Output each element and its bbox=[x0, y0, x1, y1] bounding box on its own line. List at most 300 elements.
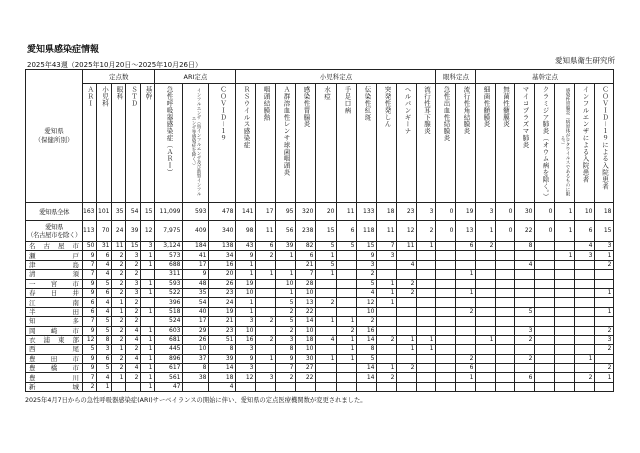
group-header: 定点数 bbox=[83, 70, 155, 84]
table-cell bbox=[515, 288, 535, 297]
table-cell: 1 bbox=[141, 260, 155, 269]
table-cell bbox=[337, 373, 357, 382]
table-cell: 1 bbox=[316, 317, 337, 326]
table-cell bbox=[126, 382, 141, 391]
table-cell: 4 bbox=[575, 242, 595, 251]
table-cell bbox=[397, 270, 417, 279]
table-cell: 14 bbox=[209, 364, 236, 373]
table-cell bbox=[436, 298, 456, 307]
table-cell bbox=[555, 307, 575, 316]
table-cell: 2 bbox=[595, 260, 614, 269]
table-cell bbox=[436, 364, 456, 373]
table-cell: 1 bbox=[141, 373, 155, 382]
table-cell: 6 bbox=[97, 251, 112, 260]
table-cell bbox=[436, 251, 456, 260]
table-cell: 4 bbox=[397, 260, 417, 269]
table-cell: 3 bbox=[126, 279, 141, 288]
table-cell bbox=[496, 242, 515, 251]
table-cell: 5 bbox=[357, 354, 377, 363]
table-cell bbox=[417, 298, 436, 307]
table-cell: 2 bbox=[456, 354, 476, 363]
table-cell: 16 bbox=[357, 326, 377, 335]
table-cell: 17 bbox=[183, 260, 209, 269]
table-row bbox=[26, 364, 614, 373]
column-header bbox=[209, 84, 236, 203]
table-cell bbox=[456, 335, 476, 344]
table-cell: 11 bbox=[112, 242, 126, 251]
table-cell: 2 bbox=[397, 288, 417, 297]
table-cell: 4 bbox=[357, 288, 377, 297]
table-cell bbox=[436, 345, 456, 354]
table-cell bbox=[256, 279, 276, 288]
table-cell: 2 bbox=[112, 326, 126, 335]
table-cell bbox=[436, 382, 456, 391]
table-cell bbox=[417, 270, 436, 279]
row-area-name: 春日井 bbox=[26, 288, 83, 297]
table-cell bbox=[377, 270, 397, 279]
table-cell: 518 bbox=[155, 307, 183, 316]
column-header-label: ＣＯＶＩＤ－１９による入院患者 bbox=[600, 86, 609, 190]
table-cell: 1 bbox=[417, 242, 436, 251]
column-header-label: ＳＴＤ bbox=[129, 86, 138, 107]
table-cell: 0 bbox=[535, 221, 555, 242]
table-cell: 10 bbox=[236, 288, 256, 297]
table-cell bbox=[496, 354, 515, 363]
table-cell: 10 bbox=[357, 307, 377, 316]
table-cell: 1 bbox=[476, 221, 496, 242]
table-cell: 4 bbox=[97, 260, 112, 269]
table-cell bbox=[141, 317, 155, 326]
row-area-name: 西尾 bbox=[26, 345, 83, 354]
table-cell: 2 bbox=[377, 335, 397, 344]
table-cell bbox=[276, 382, 296, 391]
table-cell bbox=[515, 270, 535, 279]
table-cell: 1 bbox=[456, 270, 476, 279]
table-cell: 2 bbox=[256, 251, 276, 260]
table-cell: 3 bbox=[575, 251, 595, 260]
row-area-name: 愛知県 （名古屋市を除く） bbox=[26, 221, 83, 242]
table-cell: 1 bbox=[141, 364, 155, 373]
table-cell bbox=[417, 364, 436, 373]
table-cell bbox=[535, 288, 555, 297]
column-header-row bbox=[26, 84, 614, 203]
table-cell bbox=[337, 307, 357, 316]
table-cell: 2 bbox=[256, 317, 276, 326]
row-area-name: 豊田市 bbox=[26, 354, 83, 363]
table-cell: 593 bbox=[155, 279, 183, 288]
table-cell bbox=[377, 326, 397, 335]
table-cell bbox=[141, 298, 155, 307]
table-cell bbox=[256, 364, 276, 373]
table-cell bbox=[496, 307, 515, 316]
table-cell bbox=[456, 279, 476, 288]
table-cell bbox=[436, 288, 456, 297]
table-cell: 47 bbox=[155, 382, 183, 391]
table-cell: 2 bbox=[397, 364, 417, 373]
table-cell bbox=[316, 373, 337, 382]
table-cell: 3 bbox=[417, 203, 436, 221]
table-cell: 50 bbox=[83, 242, 97, 251]
table-cell bbox=[476, 364, 496, 373]
table-cell: 617 bbox=[155, 364, 183, 373]
table-cell: 1 bbox=[555, 203, 575, 221]
column-header bbox=[236, 84, 256, 203]
table-cell: 478 bbox=[209, 203, 236, 221]
table-cell bbox=[337, 382, 357, 391]
table-cell: 20 bbox=[209, 270, 236, 279]
table-cell bbox=[595, 354, 614, 363]
table-cell: 82 bbox=[296, 242, 316, 251]
table-cell: 2 bbox=[126, 260, 141, 269]
table-cell bbox=[476, 382, 496, 391]
table-cell bbox=[515, 382, 535, 391]
column-header-label: 咽頭結膜熱 bbox=[262, 86, 271, 121]
table-cell: 6 bbox=[456, 242, 476, 251]
table-cell: 5 bbox=[276, 298, 296, 307]
table-cell bbox=[316, 345, 337, 354]
row-area-name: 豊橋市 bbox=[26, 364, 83, 373]
table-cell bbox=[535, 364, 555, 373]
table-row bbox=[26, 203, 614, 221]
table-cell bbox=[316, 279, 337, 288]
table-cell bbox=[515, 298, 535, 307]
table-cell bbox=[535, 242, 555, 251]
table-cell: 2 bbox=[112, 354, 126, 363]
table-cell: 12 bbox=[141, 221, 155, 242]
table-cell bbox=[575, 326, 595, 335]
table-cell: 2 bbox=[515, 354, 535, 363]
table-cell bbox=[555, 354, 575, 363]
table-cell: 1 bbox=[236, 260, 256, 269]
table-cell bbox=[256, 260, 276, 269]
table-cell: 688 bbox=[155, 260, 183, 269]
table-cell: 17 bbox=[256, 203, 276, 221]
table-cell: 15 bbox=[357, 242, 377, 251]
footnote: 2025年4月7日からの急性呼吸器感染症(ARI)サーベイランスの開始に伴い、愛知県の定点医療機関数が変更されました。 bbox=[25, 397, 367, 405]
table-cell: 1 bbox=[141, 307, 155, 316]
table-cell: 1 bbox=[397, 335, 417, 344]
column-header bbox=[575, 84, 595, 203]
table-cell bbox=[417, 326, 436, 335]
table-cell: 2 bbox=[316, 298, 337, 307]
table-cell: 9 bbox=[83, 288, 97, 297]
column-header-label: マイコプラズマ肺炎 bbox=[521, 86, 530, 149]
table-cell: 2 bbox=[83, 382, 97, 391]
column-header bbox=[436, 84, 456, 203]
table-cell bbox=[476, 260, 496, 269]
table-cell: 1 bbox=[316, 251, 337, 260]
table-row bbox=[26, 345, 614, 354]
table-cell bbox=[535, 345, 555, 354]
table-cell bbox=[436, 373, 456, 382]
table-cell bbox=[256, 345, 276, 354]
table-cell: 5 bbox=[515, 307, 535, 316]
table-cell: 12 bbox=[83, 335, 97, 344]
group-header: ARI定点 bbox=[155, 70, 236, 84]
table-row bbox=[26, 317, 614, 326]
page-title: 愛知県感染症情報 bbox=[27, 45, 100, 55]
table-cell: 3 bbox=[595, 242, 614, 251]
table-cell: 13 bbox=[456, 221, 476, 242]
column-header bbox=[496, 84, 515, 203]
table-cell: 5 bbox=[97, 317, 112, 326]
table-cell: 1 bbox=[595, 373, 614, 382]
table-cell bbox=[555, 326, 575, 335]
table-row bbox=[26, 242, 614, 251]
table-cell: 1 bbox=[595, 307, 614, 316]
column-header-label: 流行性耳下腺炎 bbox=[422, 86, 431, 135]
table-cell: 10 bbox=[296, 345, 316, 354]
table-cell bbox=[555, 345, 575, 354]
table-cell bbox=[397, 251, 417, 260]
table-cell bbox=[397, 382, 417, 391]
table-cell: 3 bbox=[595, 335, 614, 344]
table-cell bbox=[337, 260, 357, 269]
column-header-label: 細菌性髄膜炎 bbox=[482, 86, 491, 128]
table-cell: 1 bbox=[417, 335, 436, 344]
table-cell: 1 bbox=[417, 345, 436, 354]
table-cell: 9 bbox=[236, 354, 256, 363]
table-cell: 2 bbox=[276, 307, 296, 316]
table-cell: 11,099 bbox=[155, 203, 183, 221]
table-cell bbox=[397, 298, 417, 307]
table-cell: 603 bbox=[155, 326, 183, 335]
table-cell bbox=[535, 335, 555, 344]
table-container bbox=[25, 69, 625, 404]
row-area-name: 半田 bbox=[26, 307, 83, 316]
table-cell bbox=[337, 298, 357, 307]
table-cell: 6 bbox=[456, 364, 476, 373]
column-header-label: 感染性胃腸炎（病原体がロタウイルスであるものに限る。） bbox=[559, 88, 570, 196]
table-cell: 8 bbox=[209, 345, 236, 354]
row-area-name: 津島 bbox=[26, 260, 83, 269]
table-cell bbox=[316, 364, 337, 373]
table-cell: 2 bbox=[126, 317, 141, 326]
table-cell: 1 bbox=[337, 345, 357, 354]
table-cell bbox=[555, 364, 575, 373]
table-cell: 1 bbox=[397, 345, 417, 354]
table-cell bbox=[436, 326, 456, 335]
table-cell bbox=[337, 288, 357, 297]
table-cell bbox=[575, 279, 595, 288]
table-cell: 2 bbox=[276, 373, 296, 382]
table-cell: 8 bbox=[276, 345, 296, 354]
table-row bbox=[26, 288, 614, 297]
table-cell: 3 bbox=[476, 203, 496, 221]
table-cell: 21 bbox=[296, 260, 316, 269]
table-cell: 6 bbox=[256, 242, 276, 251]
table-cell bbox=[535, 373, 555, 382]
column-header-label: ＡＲＩ bbox=[86, 86, 95, 107]
table-cell bbox=[555, 298, 575, 307]
table-cell bbox=[436, 317, 456, 326]
table-cell: 48 bbox=[183, 279, 209, 288]
column-header bbox=[337, 84, 357, 203]
table-cell: 9 bbox=[83, 354, 97, 363]
table-cell: 1 bbox=[256, 354, 276, 363]
table-cell: 14 bbox=[357, 373, 377, 382]
table-cell bbox=[476, 354, 496, 363]
column-header bbox=[276, 84, 296, 203]
table-cell bbox=[357, 382, 377, 391]
column-header bbox=[126, 84, 141, 203]
table-cell bbox=[476, 270, 496, 279]
table-cell: 3 bbox=[236, 317, 256, 326]
table-cell: 0 bbox=[436, 221, 456, 242]
table-cell: 1 bbox=[575, 354, 595, 363]
table-cell bbox=[595, 298, 614, 307]
table-cell: 2 bbox=[595, 345, 614, 354]
column-header bbox=[456, 84, 476, 203]
table-cell bbox=[316, 382, 337, 391]
table-cell bbox=[575, 307, 595, 316]
table-cell bbox=[397, 317, 417, 326]
table-cell: 15 bbox=[316, 221, 337, 242]
table-cell bbox=[575, 382, 595, 391]
column-header-label: 伝染性紅斑 bbox=[363, 86, 372, 121]
table-cell bbox=[417, 354, 436, 363]
table-cell: 2 bbox=[595, 326, 614, 335]
table-cell bbox=[515, 317, 535, 326]
table-cell: 9 bbox=[83, 326, 97, 335]
table-cell: 1 bbox=[595, 288, 614, 297]
table-cell bbox=[256, 298, 276, 307]
table-cell bbox=[575, 298, 595, 307]
table-cell: 445 bbox=[155, 345, 183, 354]
column-header bbox=[296, 84, 316, 203]
table-cell bbox=[456, 260, 476, 269]
table-cell bbox=[515, 279, 535, 288]
group-header: 小児科定点 bbox=[236, 70, 436, 84]
table-cell: 31 bbox=[97, 242, 112, 251]
table-cell: 1 bbox=[377, 364, 397, 373]
table-cell: 1 bbox=[236, 298, 256, 307]
table-cell: 2 bbox=[456, 307, 476, 316]
table-cell: 51 bbox=[209, 335, 236, 344]
table-cell: 1 bbox=[555, 251, 575, 260]
table-cell: 1 bbox=[256, 270, 276, 279]
report-week: 2025年43週（2025年10月20日～2025年10月26日） bbox=[27, 61, 202, 69]
table-cell: 15 bbox=[141, 203, 155, 221]
table-cell: 311 bbox=[155, 270, 183, 279]
table-cell: 15 bbox=[595, 221, 614, 242]
table-cell bbox=[337, 364, 357, 373]
column-header bbox=[417, 84, 436, 203]
table-cell bbox=[316, 307, 337, 316]
table-cell: 5 bbox=[316, 260, 337, 269]
table-cell bbox=[456, 251, 476, 260]
table-cell: 561 bbox=[155, 373, 183, 382]
table-cell bbox=[496, 345, 515, 354]
row-area-name: 愛知県全体 bbox=[26, 203, 83, 221]
table-cell: 2 bbox=[515, 335, 535, 344]
table-cell bbox=[575, 335, 595, 344]
table-cell: 24 bbox=[209, 298, 236, 307]
table-cell: 1 bbox=[377, 288, 397, 297]
table-cell: 1 bbox=[112, 307, 126, 316]
table-cell bbox=[476, 288, 496, 297]
table-cell bbox=[535, 354, 555, 363]
table-cell: 18 bbox=[377, 203, 397, 221]
table-cell: 11 bbox=[337, 203, 357, 221]
table-cell: 22 bbox=[296, 373, 316, 382]
table-cell bbox=[476, 251, 496, 260]
table-cell: 3 bbox=[377, 251, 397, 260]
table-cell: 118 bbox=[357, 221, 377, 242]
table-cell: 1 bbox=[476, 335, 496, 344]
table-cell: 573 bbox=[155, 251, 183, 260]
table-cell bbox=[397, 373, 417, 382]
column-header-label: 基幹 bbox=[144, 86, 153, 100]
table-cell: 1 bbox=[141, 335, 155, 344]
table-cell: 5 bbox=[357, 279, 377, 288]
table-cell bbox=[555, 260, 575, 269]
table-cell: 1 bbox=[276, 251, 296, 260]
table-cell: 2 bbox=[112, 288, 126, 297]
table-cell bbox=[575, 317, 595, 326]
table-cell: 1 bbox=[141, 326, 155, 335]
table-row bbox=[26, 326, 614, 335]
table-cell: 1 bbox=[276, 288, 296, 297]
table-cell: 16 bbox=[209, 260, 236, 269]
table-row bbox=[26, 270, 614, 279]
table-cell: 1 bbox=[236, 307, 256, 316]
column-header-label: 急性呼吸器感染症（ＡＲＩ） bbox=[165, 86, 174, 176]
table-cell bbox=[496, 288, 515, 297]
table-cell: 4 bbox=[126, 354, 141, 363]
table-cell: 2 bbox=[357, 317, 377, 326]
column-header bbox=[141, 84, 155, 203]
table-cell bbox=[515, 345, 535, 354]
table-cell: 9 bbox=[357, 251, 377, 260]
table-cell bbox=[316, 288, 337, 297]
organization-name: 愛知県衛生研究所 bbox=[555, 56, 615, 65]
table-cell: 15 bbox=[126, 242, 141, 251]
table-cell: 2 bbox=[126, 307, 141, 316]
table-cell bbox=[555, 288, 575, 297]
table-cell: 1 bbox=[112, 373, 126, 382]
table-cell: 34 bbox=[209, 251, 236, 260]
table-cell: 3 bbox=[97, 345, 112, 354]
table-cell bbox=[476, 279, 496, 288]
table-cell: 6 bbox=[83, 298, 97, 307]
row-area-name: 衣浦東部 bbox=[26, 335, 83, 344]
table-cell: 19 bbox=[236, 279, 256, 288]
table-cell bbox=[575, 270, 595, 279]
table-cell: 10 bbox=[296, 326, 316, 335]
column-header bbox=[535, 84, 555, 203]
table-cell: 17 bbox=[183, 317, 209, 326]
column-header bbox=[515, 84, 535, 203]
table-cell bbox=[397, 326, 417, 335]
table-cell bbox=[397, 354, 417, 363]
column-header bbox=[377, 84, 397, 203]
table-cell: 9 bbox=[83, 279, 97, 288]
table-cell bbox=[456, 326, 476, 335]
table-cell bbox=[417, 251, 436, 260]
table-cell bbox=[417, 288, 436, 297]
table-cell: 56 bbox=[276, 221, 296, 242]
table-cell: 95 bbox=[276, 203, 296, 221]
table-cell bbox=[535, 270, 555, 279]
table-cell bbox=[476, 307, 496, 316]
table-cell bbox=[515, 364, 535, 373]
table-cell: 1 bbox=[377, 279, 397, 288]
table-cell bbox=[496, 373, 515, 382]
table-cell: 2 bbox=[357, 270, 377, 279]
table-cell bbox=[183, 382, 209, 391]
table-cell: 26 bbox=[209, 279, 236, 288]
